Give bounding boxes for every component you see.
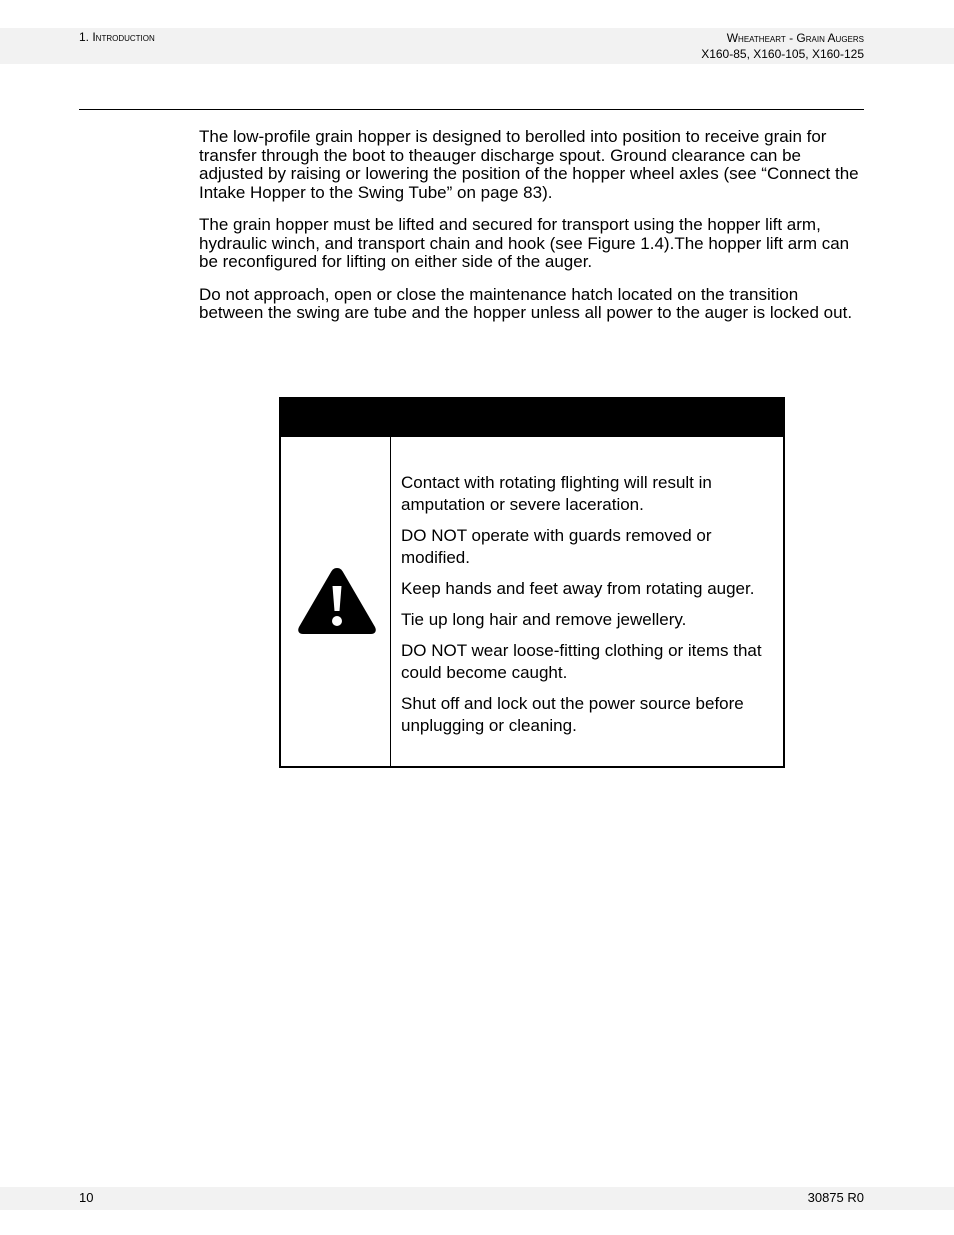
header-rule	[79, 109, 864, 110]
warning-item: DO NOT operate with guards removed or modified.	[401, 526, 712, 567]
warning-item: Keep hands and feet away from rotating auger.	[401, 579, 755, 598]
paragraph: The grain hopper must be lifted and secured for transport using the hopper lift arm, hydraulic winch, and transport chain and hook (see Figure 1.4).The hopper lift arm can be reconfigured for lifting on either side of the auger.	[199, 215, 850, 271]
body-text	[199, 128, 867, 337]
header-product-info	[701, 30, 864, 62]
warning-item: DO NOT wear loose-fitting clothing or items that could become caught.	[401, 641, 762, 682]
warning-item: Contact with rotating flighting will result in amputation or severe laceration.	[401, 473, 712, 514]
warning-item: Shut off and lock out the power source before unplugging or cleaning.	[401, 694, 744, 735]
warning-triangle-icon	[296, 564, 378, 636]
document-id: 30875 R0	[807, 1190, 864, 1205]
header-section-title: 1. Introduction	[79, 30, 155, 44]
warning-box	[279, 397, 785, 768]
page-number: 10	[79, 1190, 94, 1205]
warning-item: Tie up long hair and remove jewellery.	[401, 610, 687, 629]
warning-icon-cell	[281, 437, 391, 766]
warning-messages	[401, 472, 781, 746]
header-product-name: Wheatheart - Grain Augers	[726, 31, 864, 45]
warning-header-bar	[281, 399, 783, 437]
paragraph: The low-profile grain hopper is designed to berolled into position to receive grain for transfer through the boot to theauger discharge spout. Ground clearance can be adjusted by raising or lowering the position of the hopper wheel axles (see “Connect the Intake Hopper to the Swing Tube” on page 83).	[199, 127, 859, 202]
header-model-list: X160-85, X160-105, X160-125	[701, 47, 864, 61]
paragraph: Do not approach, open or close the maintenance hatch located on the transition between the swing are tube and the hopper unless all power to the auger is locked out.	[199, 284, 853, 322]
